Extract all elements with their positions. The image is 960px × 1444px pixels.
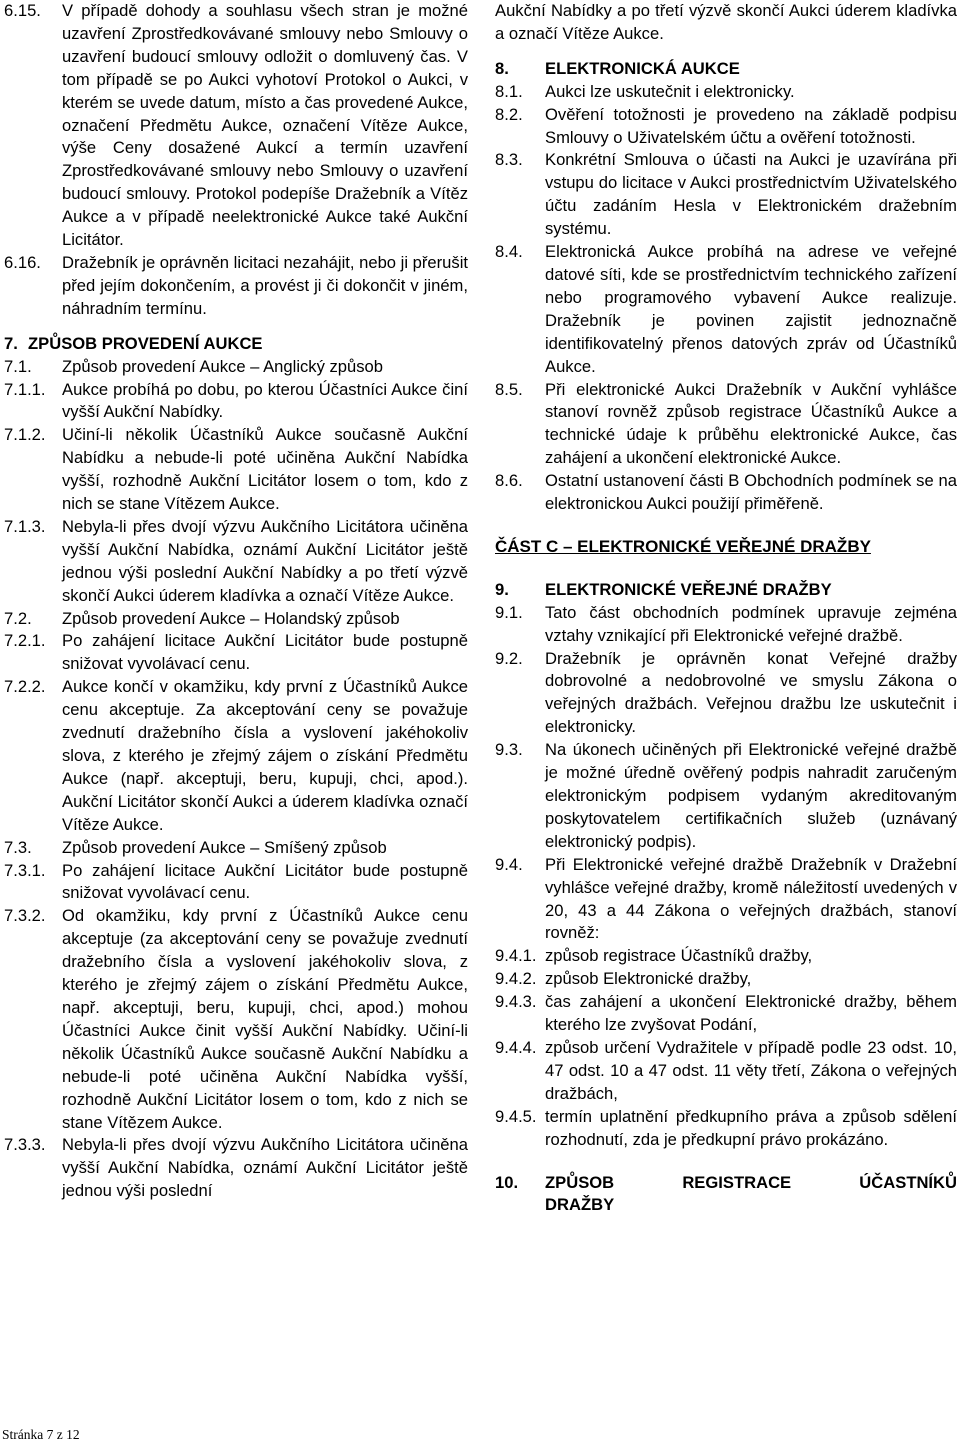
section-9-1 xyxy=(495,602,957,648)
continued-text xyxy=(495,0,957,46)
section-text: Po zahájení licitace Aukční Licitátor bude postupně snižovat vyvolávací cenu. xyxy=(62,631,468,674)
section-7-1-3 xyxy=(4,516,468,608)
section-number: 9.3. xyxy=(495,740,523,760)
section-number: 8.3. xyxy=(495,150,523,170)
section-number: 6.15. xyxy=(4,1,41,20)
section-number: 8.2. xyxy=(495,104,523,124)
section-text: Způsob provedení Aukce – Smíšený způsob xyxy=(62,837,387,857)
section-8-2 xyxy=(495,104,957,150)
section-text: Způsob provedení Aukce – Holandský způsob xyxy=(62,608,400,628)
section-text: V případě dohody a souhlasu všech stran je možné uzavření Zprostředkovávané smlouvy nebo Smlouvy o uzavření budoucí smlouvy odložit o domluvený čas. V tom případě se po Aukci vyhotoví Protokol o Aukci, v kterém se uvede datum, místo a čas provedené Aukce, označení Předmětu Aukce, označení Vítěze Aukce, výše Ceny dosažené Aukcí a termín uzavření Zprostředkovávané smlouvy nebo Smlouvy o uzavření budoucí smlouvy. Protokol podepíše Dražebník a Vítěz Aukce a v případě neelektronické Aukce také Aukční Licitátor. xyxy=(62,1,468,250)
section-number: 7.1. xyxy=(4,356,32,376)
section-text: Dražebník je oprávněn konat Veřejné dražby dobrovolné a nedobrovolné ve smyslu Zákona o veřejných dražbách. Veřejnou dražbu lze uskutečnit i elektronicky. xyxy=(545,648,957,737)
section-7-2-2 xyxy=(4,676,468,836)
section-9-4-5 xyxy=(495,1106,957,1152)
section-text: Aukce probíhá po dobu, po kterou Účastníci Aukce činí vyšší Aukční Nabídky. xyxy=(62,379,468,422)
section-7-3-2 xyxy=(4,905,468,1134)
section-9-3 xyxy=(495,739,957,854)
section-number: 7.2.2. xyxy=(4,677,46,697)
section-7-1 xyxy=(4,356,468,379)
section-number: 7.1.3. xyxy=(4,516,46,536)
section-9-4 xyxy=(495,854,957,946)
section-heading: ZPŮSOB PROVEDENÍ AUKCE xyxy=(28,333,263,353)
section-heading: ELEKTRONICKÉ VEŘEJNÉ DRAŽBY xyxy=(545,579,832,599)
section-number: 8.1. xyxy=(495,81,523,101)
section-text: Tato část obchodních podmínek upravuje zejména vztahy vznikající při Elektronické veřejné dražbě. xyxy=(545,602,957,645)
section-9-2 xyxy=(495,648,957,740)
section-7-1-1 xyxy=(4,379,468,425)
section-number: 8.5. xyxy=(495,379,523,399)
section-text: Učiní-li několik Účastníků Aukce současně Aukční Nabídku a nebude-li poté učiněna Aukční Nabídka vyšší, rozhodně Aukční Licitátor losem o tom, kdo z nich se stane Vítězem Aukce. xyxy=(62,425,468,514)
section-heading: ELEKTRONICKÁ AUKCE xyxy=(545,58,740,78)
section-9-4-1 xyxy=(495,945,957,968)
heading-word: ZPŮSOB xyxy=(545,1172,615,1192)
section-text: Nebyla-li přes dvojí výzvu Aukčního Licitátora učiněna vyšší Aukční Nabídka, oznámí Aukční Licitátor ještě jednou výši poslední Aukční Nabídky a po třetí výzvě skončí Aukci úderem kladívka a označí Vítěze Aukce. xyxy=(62,516,468,605)
section-8-3 xyxy=(495,149,957,241)
section-8-4 xyxy=(495,241,957,378)
section-text: Ostatní ustanovení části B Obchodních podmínek se na elektronickou Aukci použijí přiměřeně. xyxy=(545,471,957,514)
section-text: Na úkonech učiněných při Elektronické veřejné dražbě je možné úředně ověřený podpis nahradit zaručeným elektronickým podpisem vydaným akreditovaným poskytovatelem certifikačních služeb (uznávaný elektronický podpis). xyxy=(545,740,957,851)
section-6-16 xyxy=(4,252,468,321)
section-text: Od okamžiku, kdy první z Účastníků Aukce cenu akceptuje (za akceptování ceny se považuje zvednutí dražebního čísla a vyslovení jakéhokoliv slova, z kterého je zřejmý zájem o získání Předmětu Aukce, např. akceptuji, beru, kupuji, chci, apod.) mohou Účastníci Aukce činit vyšší Aukční Nabídky. Učiní-li několik Účastníků Aukce současně Aukční Nabídku a nebude-li poté učiněna Aukční Nabídka vyšší, rozhodně Aukční Licitátor losem o tom, kdo z nich se stane Vítězem Aukce. xyxy=(62,906,468,1132)
section-number: 7.1.1. xyxy=(4,379,46,399)
section-text: Při elektronické Aukci Dražebník v Aukční vyhlášce stanoví rovněž způsob registrace Účastníků Aukce a technické údaje k průběhu elektronické Aukce, čas zahájení a ukončení elektronické Aukce. xyxy=(545,379,957,468)
part-c-title: ČÁST C – ELEKTRONICKÉ VEŘEJNÉ DRAŽBY xyxy=(495,536,871,556)
section-number: 10. xyxy=(495,1172,519,1192)
heading-word: REGISTRACE xyxy=(682,1172,792,1192)
section-number: 6.16. xyxy=(4,252,41,272)
section-text: Při Elektronické veřejné dražbě Dražebník v Dražební vyhlášce veřejné dražby, kromě náležitostí uvedených v 20, 43 a 44 Zákona o veřejných dražbách, stanoví rovněž: xyxy=(545,854,957,943)
section-number: 8.4. xyxy=(495,242,523,262)
section-text: Aukci lze uskutečnit i elektronicky. xyxy=(545,81,795,101)
heading-section-7 xyxy=(4,333,468,356)
section-number: 9.2. xyxy=(495,648,523,668)
section-number: 7.2. xyxy=(4,608,32,628)
section-number: 8.6. xyxy=(495,471,523,491)
section-number: 7.1.2. xyxy=(4,425,46,445)
section-text: Způsob provedení Aukce – Anglický způsob xyxy=(62,356,384,376)
right-column xyxy=(495,0,957,1217)
section-text: Po zahájení licitace Aukční Licitátor bude postupně snižovat vyvolávací cenu. xyxy=(62,860,468,903)
section-number: 9.4.1. xyxy=(495,946,537,966)
section-text: Dražebník je oprávněn licitaci nezahájit, nebo ji přerušit před jejím dokončením, a provést ji či dokončit v jiném, náhradním termínu. xyxy=(62,252,468,318)
section-text: termín uplatnění předkupního práva a způsob sdělení rozhodnutí, zda je předkupní právo prokázáno. xyxy=(545,1106,957,1149)
section-number: 8. xyxy=(495,58,509,78)
section-heading xyxy=(545,1172,957,1218)
heading-word: ÚČASTNÍKŮ xyxy=(859,1172,958,1192)
heading-section-10 xyxy=(495,1172,957,1218)
section-text: Aukce končí v okamžiku, kdy první z Účastníků Aukce cenu akceptuje. Za akceptování ceny se považuje zvednutí dražebního čísla a vyslovení jakéhokoliv slova, z kterého je zřejmý zájem o získání Předmětu Aukce (např. akceptuji, beru, kupuji, chci, apod.). Aukční Licitátor skončí Aukci a úderem kladívka označí Vítěze Aukce. xyxy=(62,677,468,834)
section-number: 9.4.5. xyxy=(495,1106,537,1126)
section-text: Nebyla-li přes dvojí výzvu Aukčního Licitátora učiněna vyšší Aukční Nabídka, oznámí Aukční Licitátor ještě jednou výši poslední xyxy=(62,1135,468,1201)
heading-section-9 xyxy=(495,579,957,602)
section-7-1-2 xyxy=(4,424,468,516)
section-9-4-4 xyxy=(495,1037,957,1106)
left-column xyxy=(4,0,468,1203)
page-footer: Stránka 7 z 12 xyxy=(2,1427,80,1442)
section-number: 7.2.1. xyxy=(4,631,46,651)
section-number: 7.3.3. xyxy=(4,1135,46,1155)
section-number: 9.4.3. xyxy=(495,992,537,1012)
section-7-2 xyxy=(4,608,468,631)
section-text: Aukční Nabídky a po třetí výzvě skončí Aukci úderem kladívka a označí Vítěze Aukce. xyxy=(495,1,957,43)
section-text: způsob určení Vydražitele v případě podle 23 odst. 10, 47 odst. 10 a 47 odst. 11 věty třetí, Zákona o veřejných dražbách, xyxy=(545,1037,957,1103)
section-text: čas zahájení a ukončení Elektronické dražby, během kterého lze zvyšovat Podání, xyxy=(545,992,957,1035)
heading-section-8 xyxy=(495,58,957,81)
section-7-3 xyxy=(4,837,468,860)
section-text: Konkrétní Smlouva o účasti na Aukci je uzavírána při vstupu do licitace v Aukci prostřednictvím Uživatelského účtu zadáním Hesla v Elektronickém dražebním systému. xyxy=(545,150,957,239)
section-9-4-2 xyxy=(495,968,957,991)
section-text: Elektronická Aukce probíhá na adrese ve veřejné datové síti, kde se prostřednictvím technického zařízení nebo programového vybavení Aukce realizuje. Dražebník je povinen zajistit jednoznačně identifikovatelný přenos datových zpráv od Účastníků Aukce. xyxy=(545,242,957,376)
section-number: 7.3.2. xyxy=(4,906,46,926)
section-number: 7.3.1. xyxy=(4,860,46,880)
section-text: způsob Elektronické dražby, xyxy=(545,969,752,989)
section-number: 7.3. xyxy=(4,837,32,857)
section-7-3-3 xyxy=(4,1134,468,1203)
section-number: 7. xyxy=(4,333,18,353)
section-number: 9.4. xyxy=(495,854,523,874)
section-7-2-1 xyxy=(4,630,468,676)
section-8-5 xyxy=(495,379,957,471)
section-number: 9.4.2. xyxy=(495,969,537,989)
section-number: 9. xyxy=(495,579,509,599)
section-number: 9.4.4. xyxy=(495,1037,537,1057)
section-number: 9.1. xyxy=(495,602,523,622)
section-8-6 xyxy=(495,470,957,516)
section-9-4-3 xyxy=(495,991,957,1037)
heading-line: DRAŽBY xyxy=(545,1195,615,1215)
section-text: Ověření totožnosti je provedeno na základě podpisu Smlouvy o Uživatelském účtu a ověření totožnosti. xyxy=(545,104,957,147)
section-7-3-1 xyxy=(4,860,468,906)
section-text: způsob registrace Účastníků dražby, xyxy=(545,946,813,966)
section-8-1 xyxy=(495,81,957,104)
section-6-15 xyxy=(4,0,468,252)
